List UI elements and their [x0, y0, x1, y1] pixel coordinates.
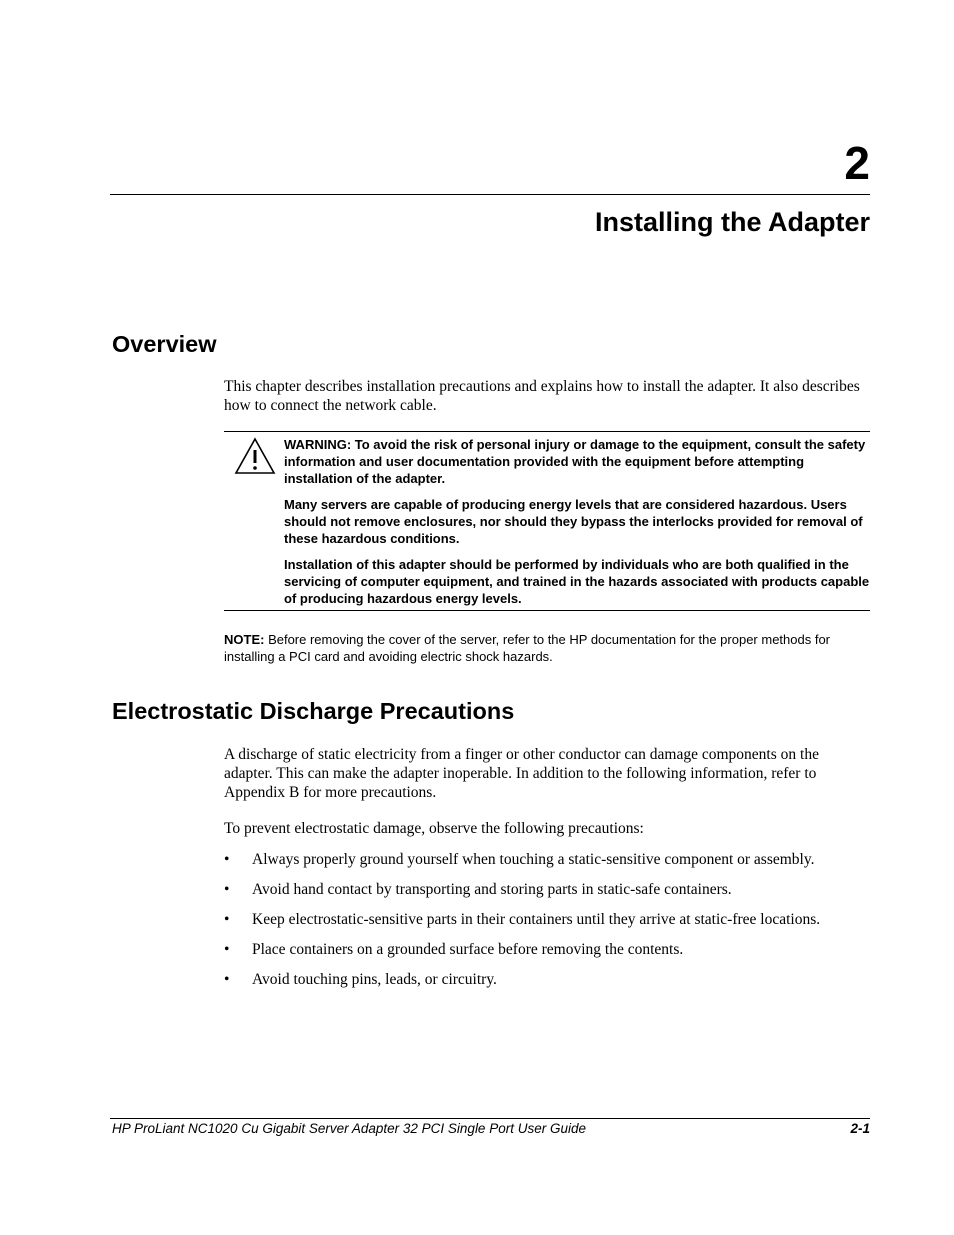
esd-intro: To prevent electrostatic damage, observe the following precautions: — [224, 820, 644, 837]
warning-paragraph: WARNING: To avoid the risk of personal injury or damage to the equipment, consult the safety information and user documentation provided with the equipment before attempting installation of the adapter. — [284, 437, 866, 486]
list-item-text: Avoid hand contact by transporting and storing parts in static-safe containers. — [252, 881, 732, 898]
list-item-text: Always properly ground yourself when touching a static-sensitive component or assembly. — [252, 851, 815, 868]
warning-box — [224, 431, 870, 611]
warning-text — [284, 436, 872, 616]
list-item — [224, 940, 870, 959]
list-item — [224, 880, 870, 899]
chapter-rule — [110, 194, 870, 195]
bullet-icon: • — [224, 881, 230, 898]
list-item — [224, 910, 870, 929]
overview-heading: Overview — [112, 331, 217, 357]
bullet-icon: • — [224, 941, 230, 958]
list-item-text: Avoid touching pins, leads, or circuitry. — [252, 971, 497, 988]
note-label: NOTE: — [224, 632, 265, 647]
esd-paragraph: A discharge of static electricity from a finger or other conductor can damage components on the adapter. This can make the adapter inoperable. In addition to the following information, refer to Appendix B for more precautions. — [224, 746, 819, 801]
list-item — [224, 970, 870, 989]
warning-paragraph: Many servers are capable of producing energy levels that are considered hazardous. Users should not remove enclosures, nor should they bypass the interlocks provided for removal of these hazardous conditions. — [284, 497, 863, 546]
note-text: Before removing the cover of the server, refer to the HP documentation for the proper methods for installing a PCI card and avoiding electric shock hazards. — [224, 632, 831, 664]
footer-title: HP ProLiant NC1020 Cu Gigabit Server Adapter 32 PCI Single Port User Guide — [112, 1121, 586, 1136]
bullet-icon: • — [224, 971, 230, 988]
esd-heading: Electrostatic Discharge Precautions — [112, 698, 515, 724]
bullet-icon: • — [224, 851, 230, 868]
list-item — [224, 850, 870, 869]
precautions-list — [224, 850, 870, 1000]
list-item-text: Keep electrostatic-sensitive parts in their containers until they arrive at static-free locations. — [252, 911, 821, 928]
list-item-text: Place containers on a grounded surface before removing the contents. — [252, 941, 684, 958]
footer-rule — [110, 1118, 870, 1119]
bullet-icon: • — [224, 911, 230, 928]
chapter-title: Installing the Adapter — [594, 207, 870, 237]
chapter-number: 2 — [844, 137, 870, 189]
warning-triangle-icon — [234, 437, 276, 475]
note — [224, 631, 870, 665]
overview-paragraph: This chapter describes installation precautions and explains how to install the adapter. It also describes how to connect the network cable. — [224, 378, 860, 414]
warning-paragraph: Installation of this adapter should be performed by individuals who are both qualified in the servicing of computer equipment, and trained in the hazards associated with products capable of producing hazardous energy levels. — [284, 557, 870, 606]
footer-page-number: 2-1 — [850, 1121, 870, 1136]
